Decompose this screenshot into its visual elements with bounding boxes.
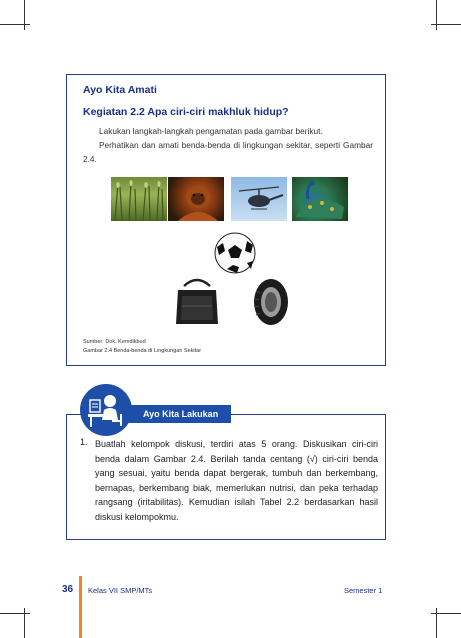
camera-bag-image xyxy=(170,276,224,326)
grass-image xyxy=(111,177,167,221)
peacock-image xyxy=(292,177,348,221)
activity-title: Kegiatan 2.2 Apa ciri-ciri makhluk hidup? xyxy=(83,106,289,118)
list-item: Buatlah kelompok diskusi, terdiri atas 5 orang. Diskusikan ciri-ciri benda dalam Gambar 2.4. Berilah tanda centang (√) ciri-ciri benda yang sesuai, yaitu benda dapat bergerak, tumbuh dan berkembang, bernapas, berkembang biak, memerlukan nutrisi, dan peka terhadap rangsang (iritabilitas). Kemudian isilah Tabel 2.2 berdasarkan hasil diskusi kelompokmu. xyxy=(95,439,378,522)
instruction-text: Lakukan langkah-langkah pengamatan pada gambar berikut. xyxy=(99,126,323,136)
instruction-text: Perhatikan dan amati benda-benda di lingkungan sekitar, seperti Gambar 2.4. xyxy=(83,140,373,164)
crop-mark xyxy=(431,613,461,614)
list-item-number: 1. xyxy=(80,437,88,447)
book-title: Kelas VII SMP/MTs xyxy=(88,586,153,595)
observation-activity-box xyxy=(66,74,386,366)
crop-mark xyxy=(0,24,30,25)
page-number: 36 xyxy=(62,584,74,595)
crop-mark xyxy=(0,613,30,614)
soccer-ball-image xyxy=(213,231,257,275)
figure-caption: Gambar 2.4 Benda-benda di Lingkungan Sekitar xyxy=(83,348,202,354)
activity-badge: Ayo Kita Lakukan xyxy=(113,405,231,423)
crop-mark xyxy=(431,24,461,25)
crop-mark xyxy=(436,0,437,30)
crop-mark xyxy=(24,0,25,30)
tire-image xyxy=(252,277,290,327)
footer-accent-bar xyxy=(79,576,82,638)
section-heading: Ayo Kita Amati xyxy=(83,84,157,96)
orangutan-image xyxy=(168,177,224,221)
image-source: Sumber: Dok. Kemdikbud xyxy=(83,339,146,345)
semester-label: Semester 1 xyxy=(344,586,383,595)
student-desk-icon xyxy=(80,384,132,436)
helicopter-image xyxy=(231,177,287,221)
